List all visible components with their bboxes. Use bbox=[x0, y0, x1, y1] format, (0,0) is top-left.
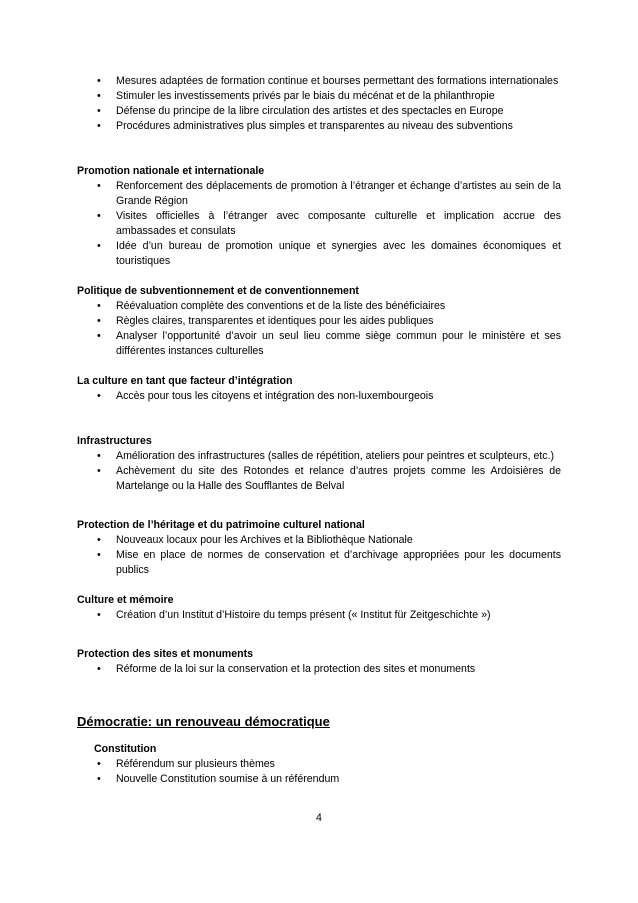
section-infrastructures bbox=[77, 434, 561, 494]
section-integration bbox=[77, 374, 561, 404]
list-item: • Réévaluation complète des conventions et de la liste des bénéficiaires bbox=[77, 299, 561, 314]
section-list bbox=[77, 608, 561, 623]
section-list bbox=[77, 449, 561, 494]
list-item: • Idée d’un bureau de promotion unique et synergies avec les domaines économiques et touristiques bbox=[77, 239, 561, 269]
major-heading: Démocratie: un renouveau démocratique bbox=[77, 714, 330, 729]
list-item: • Mise en place de normes de conservation et d’archivage appropriées pour les documents publics bbox=[77, 548, 561, 578]
section-constitution bbox=[94, 742, 561, 787]
section-title: Constitution bbox=[94, 743, 157, 755]
section-memoire bbox=[77, 593, 561, 623]
list-item: • Réforme de la loi sur la conservation et la protection des sites et monuments bbox=[77, 662, 561, 677]
page-number: 4 bbox=[316, 812, 322, 824]
section-title: Culture et mémoire bbox=[77, 594, 174, 606]
section-title: Politique de subventionnement et de conventionnement bbox=[77, 285, 359, 297]
list-item: • Visites officielles à l’étranger avec composante culturelle et implication accrue des ambassades et consulats bbox=[77, 209, 561, 239]
list-item: • Nouveaux locaux pour les Archives et la Bibliothèque Nationale bbox=[77, 533, 561, 548]
intro-list bbox=[77, 74, 561, 134]
list-item: • Procédures administratives plus simples et transparentes au niveau des subventions bbox=[77, 119, 561, 134]
list-item: • Analyser l’opportunité d’avoir un seul lieu comme siège commun pour le ministère et ses différentes instances culturelles bbox=[77, 329, 561, 359]
section-title: Promotion nationale et internationale bbox=[77, 165, 265, 177]
intro-section bbox=[77, 74, 561, 134]
section-title: Protection des sites et monuments bbox=[77, 648, 254, 660]
section-list bbox=[77, 389, 561, 404]
list-item: • Amélioration des infrastructures (salles de répétition, ateliers pour peintres et sculpteurs, etc.) bbox=[77, 449, 561, 464]
list-item: • Achèvement du site des Rotondes et relance d’autres projets comme les Ardoisières de Martelange ou la Halle des Soufflantes de Belval bbox=[77, 464, 561, 494]
list-item: • Défense du principe de la libre circulation des artistes et des spectacles en Europe bbox=[77, 104, 561, 119]
section-title: Protection de l’héritage et du patrimoine culturel national bbox=[77, 519, 365, 531]
section-list bbox=[77, 299, 561, 359]
section-subventionnement bbox=[77, 284, 561, 359]
list-item: • Référendum sur plusieurs thèmes bbox=[94, 757, 561, 772]
list-item: • Nouvelle Constitution soumise à un référendum bbox=[94, 772, 561, 787]
section-list bbox=[77, 533, 561, 578]
section-list bbox=[77, 179, 561, 269]
section-list bbox=[77, 662, 561, 677]
section-patrimoine bbox=[77, 518, 561, 578]
section-title: La culture en tant que facteur d’intégration bbox=[77, 375, 293, 387]
section-title: Infrastructures bbox=[77, 435, 152, 447]
list-item: • Accès pour tous les citoyens et intégration des non-luxembourgeois bbox=[77, 389, 561, 404]
section-promotion bbox=[77, 164, 561, 269]
list-item: • Renforcement des déplacements de promotion à l’étranger et échange d’artistes au sein de la Grande Région bbox=[77, 179, 561, 209]
section-list bbox=[94, 757, 561, 787]
list-item: • Règles claires, transparentes et identiques pour les aides publiques bbox=[77, 314, 561, 329]
list-item: • Mesures adaptées de formation continue et bourses permettant des formations internationales bbox=[77, 74, 561, 89]
section-sites bbox=[77, 647, 561, 677]
list-item: • Stimuler les investissements privés par le biais du mécénat et de la philanthropie bbox=[77, 89, 561, 104]
list-item: • Création d’un Institut d’Histoire du temps présent (« Institut für Zeitgeschichte ») bbox=[77, 608, 561, 623]
